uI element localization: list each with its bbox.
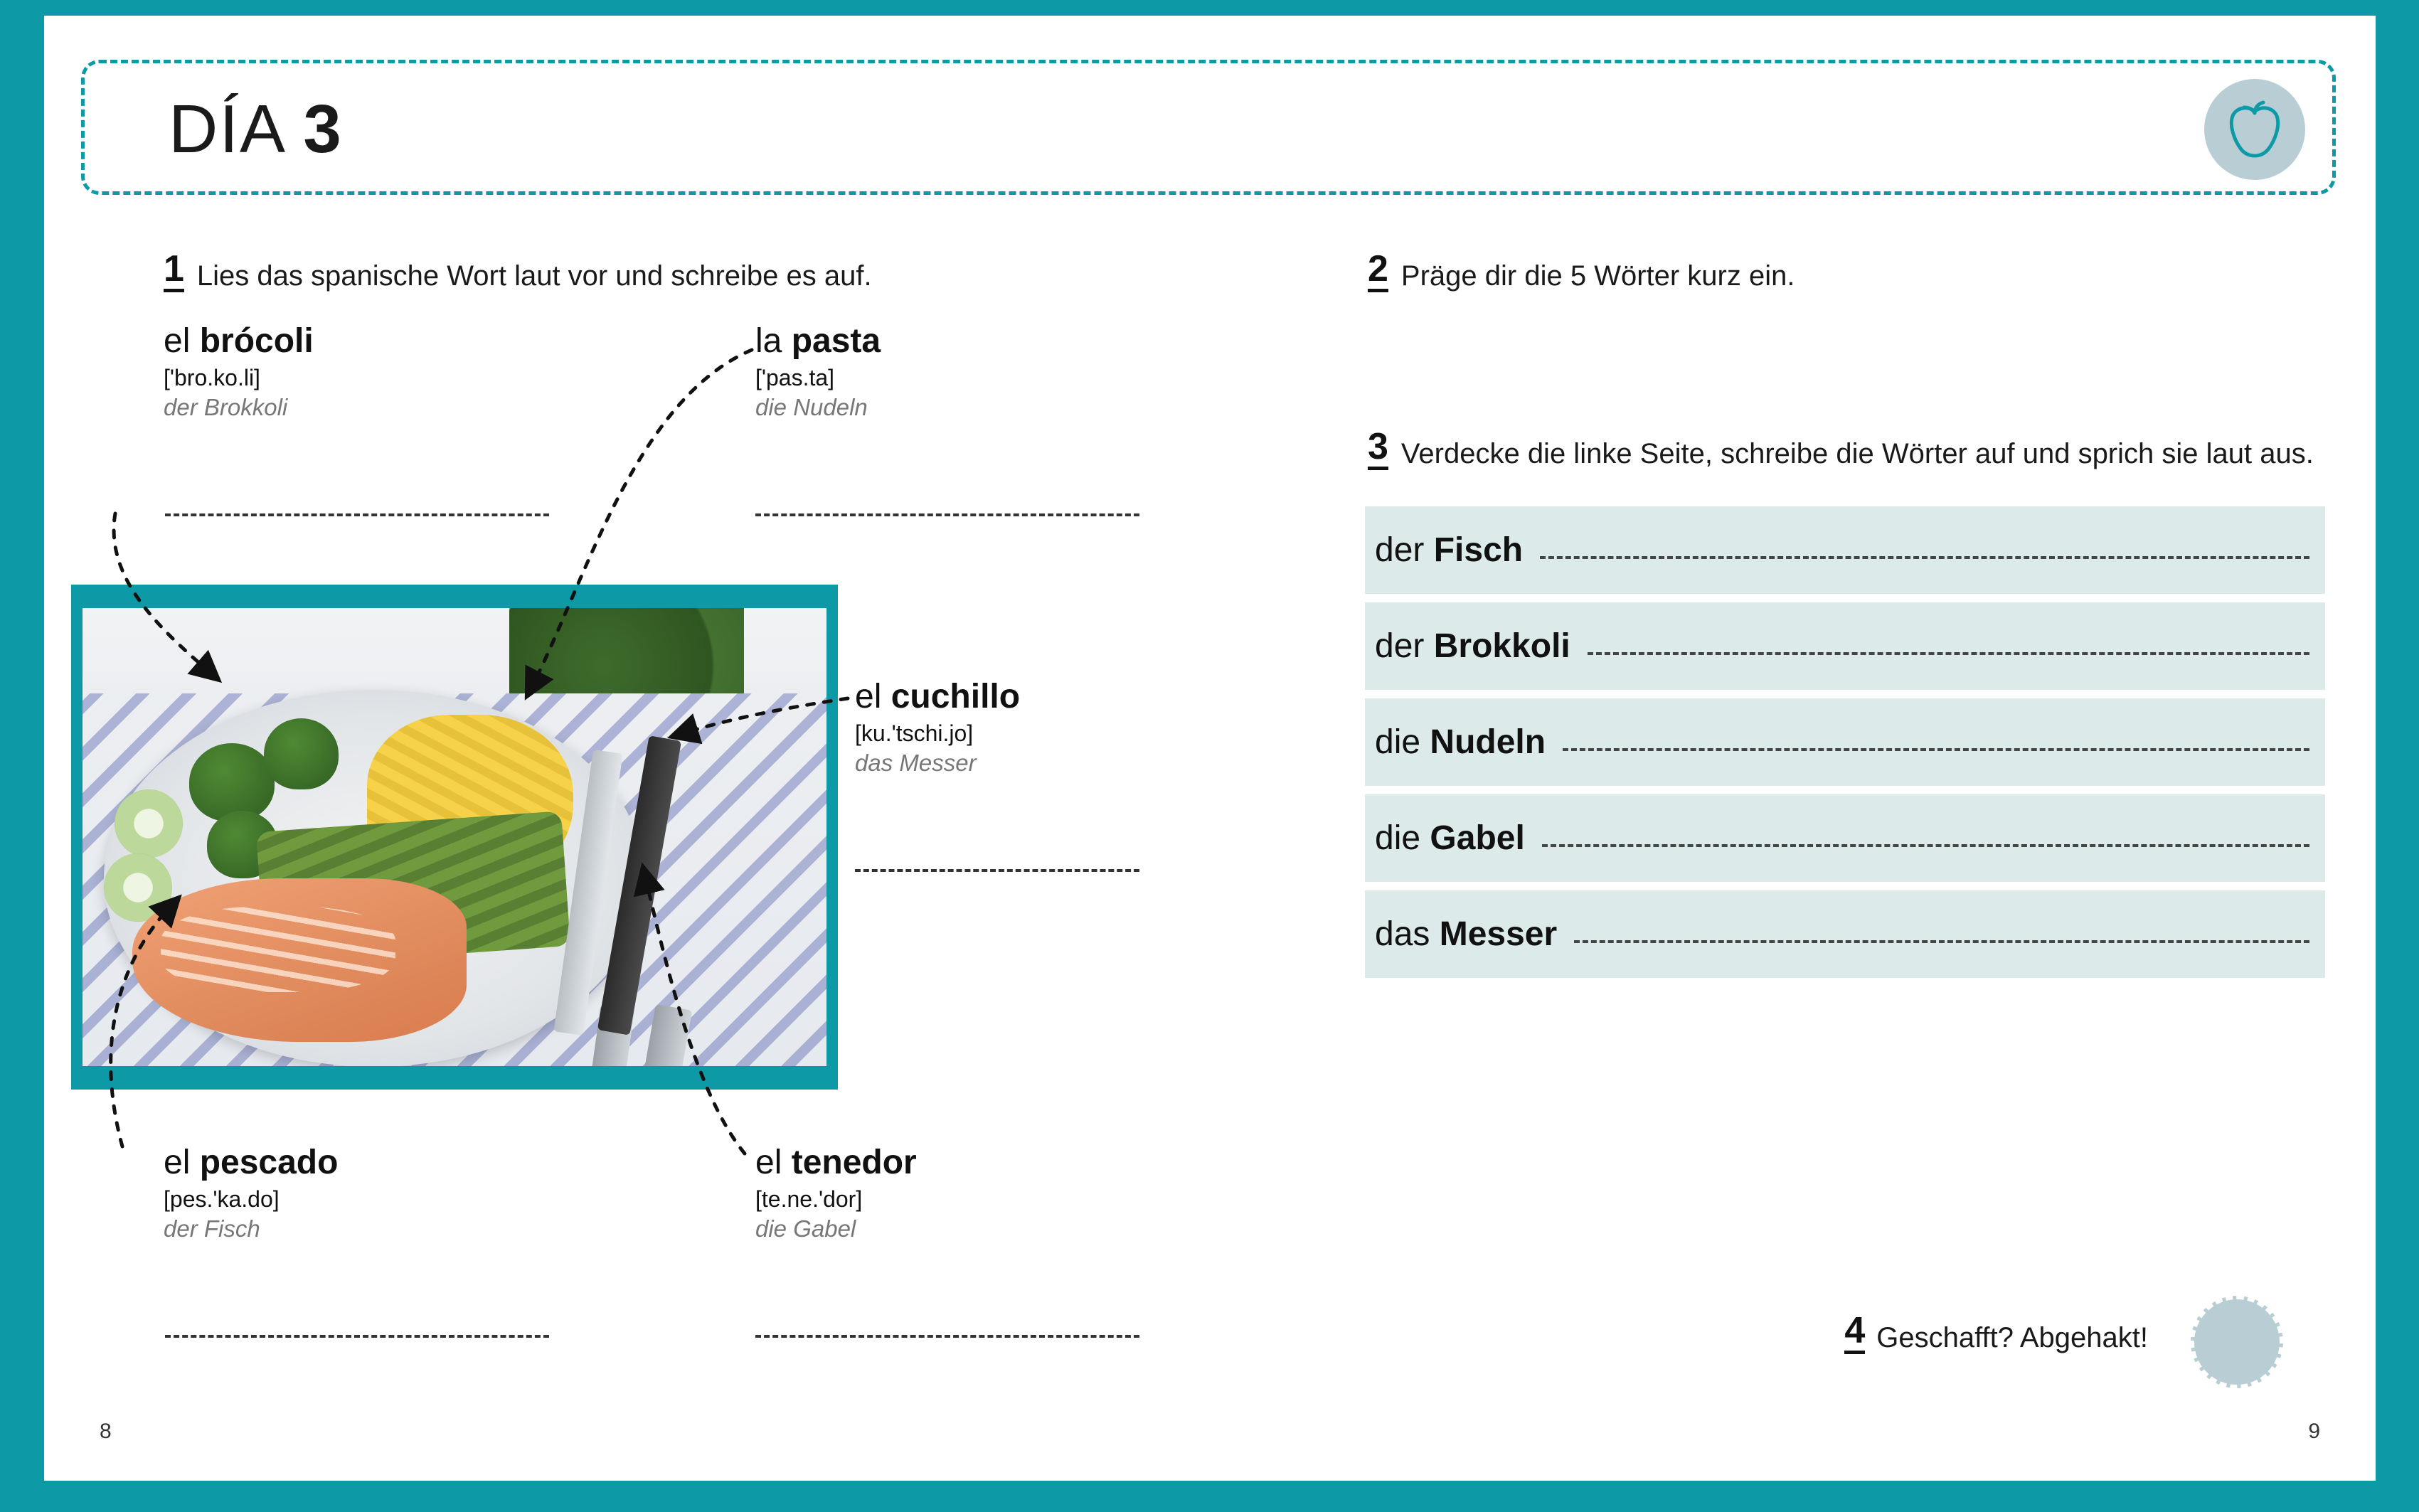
kale-garnish <box>509 608 744 693</box>
write-line-cuchillo[interactable] <box>855 869 1139 872</box>
completion-checkbox[interactable] <box>2191 1296 2283 1388</box>
write-line-tenedor[interactable] <box>755 1335 1139 1338</box>
write-line-pescado[interactable] <box>165 1335 549 1338</box>
day-number: 3 <box>303 91 343 167</box>
vocab-translation: die Nudeln <box>755 394 868 420</box>
recall-noun: Brokkoli <box>1433 627 1570 665</box>
step-4-number: 4 <box>1844 1312 1865 1354</box>
step-2-number: 2 <box>1368 250 1388 292</box>
vocab-ipa: [pes.'ka.do] <box>164 1186 280 1212</box>
vocab-article: el <box>755 1144 782 1181</box>
recall-write-line[interactable] <box>1540 556 2309 559</box>
meal-photo <box>83 608 826 1066</box>
vocab-term: pasta <box>791 322 881 360</box>
step-3-instruction: Verdecke die linke Seite, schreibe die Wörter auf und sprich sie laut aus. <box>1400 438 2314 469</box>
vocab-term: tenedor <box>791 1144 917 1181</box>
vocab-term-row <box>855 677 1020 716</box>
vocab-translation: der Fisch <box>164 1215 260 1242</box>
recall-label <box>1365 915 1557 954</box>
vocab-translation: die Gabel <box>755 1215 856 1242</box>
recall-write-line[interactable] <box>1563 748 2309 751</box>
recall-row <box>1365 890 2325 978</box>
vocab-ipa: ['bro.ko.li] <box>164 365 260 390</box>
vocab-ipa: [te.ne.'dor] <box>755 1186 863 1212</box>
vocab-term-row <box>755 1143 917 1182</box>
right-page <box>1210 16 2376 1481</box>
recall-write-line[interactable] <box>1588 652 2309 655</box>
recall-row <box>1365 794 2325 882</box>
step-1 <box>164 250 872 292</box>
step-4 <box>1844 1312 2148 1354</box>
vocab-card-cuchillo <box>855 677 1020 777</box>
vocab-translation: das Messer <box>855 750 977 776</box>
vocab-translation: der Brokkoli <box>164 394 288 420</box>
recall-label <box>1365 819 1525 858</box>
vocab-term: brócoli <box>199 322 314 360</box>
step-3-number: 3 <box>1368 428 1388 470</box>
vocab-term-row <box>164 321 314 361</box>
recall-article: der <box>1375 531 1425 569</box>
recall-article: die <box>1375 819 1421 857</box>
vocab-card-pescado <box>164 1143 338 1242</box>
recall-row <box>1365 698 2325 786</box>
vocab-term-row <box>755 321 881 361</box>
book-spread <box>44 16 2376 1481</box>
vocab-article: el <box>164 322 191 360</box>
vocab-article: el <box>855 678 882 715</box>
photo-frame <box>71 585 838 1090</box>
step-2 <box>1368 250 1795 292</box>
recall-noun: Fisch <box>1433 531 1524 569</box>
broccoli-food-2 <box>264 718 339 789</box>
write-line-pasta[interactable] <box>755 513 1139 516</box>
step-4-instruction: Geschafft? Abgehakt! <box>1876 1322 2148 1353</box>
vocab-term: pescado <box>199 1144 339 1181</box>
vocab-article: la <box>755 322 782 360</box>
step-3 <box>1368 428 2314 470</box>
recall-article: der <box>1375 627 1425 665</box>
write-line-brocoli[interactable] <box>165 513 549 516</box>
step-2-instruction: Präge dir die 5 Wörter kurz ein. <box>1400 260 1795 292</box>
page-number-right: 9 <box>2308 1420 2320 1443</box>
recall-row <box>1365 506 2325 594</box>
vocab-card-brocoli <box>164 321 314 421</box>
step-1-number: 1 <box>164 250 184 292</box>
salmon-food <box>132 878 467 1042</box>
cucumber-slice-1 <box>115 789 183 858</box>
left-page <box>44 16 1210 1481</box>
recall-write-line[interactable] <box>1574 940 2309 943</box>
recall-noun: Nudeln <box>1430 723 1546 761</box>
vocab-card-tenedor <box>755 1143 917 1242</box>
step-1-instruction: Lies das spanische Wort laut vor und schreibe es auf. <box>196 260 872 292</box>
vocab-card-pasta <box>755 321 881 421</box>
recall-label <box>1365 531 1523 570</box>
broccoli-food-1 <box>189 743 275 821</box>
recall-noun: Gabel <box>1430 819 1525 857</box>
recall-write-line[interactable] <box>1542 844 2309 847</box>
recall-article: die <box>1375 723 1421 761</box>
recall-list <box>1365 506 2325 986</box>
recall-article: das <box>1375 915 1430 953</box>
recall-label <box>1365 723 1546 762</box>
day-label: DÍA <box>169 91 283 167</box>
vocab-term-row <box>164 1143 338 1182</box>
page-number-left: 8 <box>100 1420 112 1443</box>
vocab-ipa: [ku.'tschi.jo] <box>855 720 974 746</box>
recall-label <box>1365 627 1570 666</box>
vocab-term: cuchillo <box>890 678 1021 715</box>
recall-row <box>1365 602 2325 690</box>
vocab-article: el <box>164 1144 191 1181</box>
recall-noun: Messer <box>1439 915 1558 953</box>
vocab-ipa: ['pas.ta] <box>755 365 835 390</box>
